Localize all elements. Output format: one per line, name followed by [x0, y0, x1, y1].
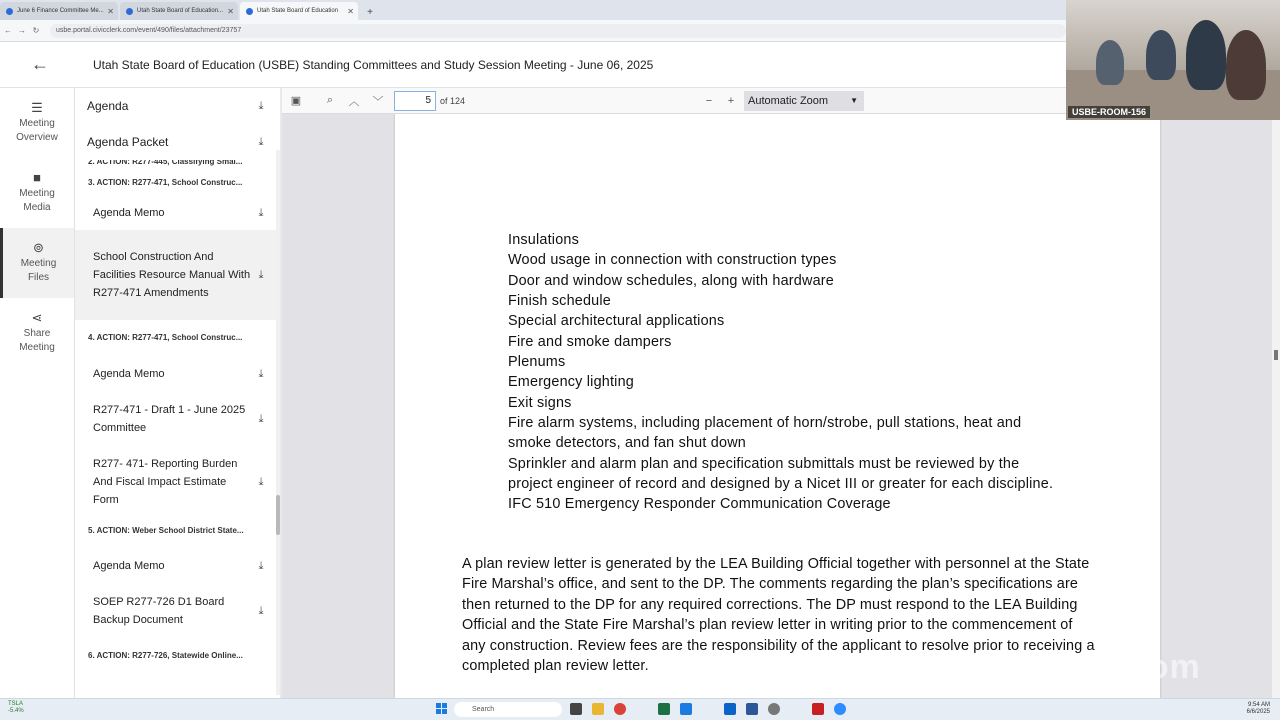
browser-tabbar	[0, 0, 1066, 20]
nav-meeting-media[interactable]: ■ Meeting Media	[19, 170, 55, 213]
stock-widget[interactable]: TSLA -5.4%	[8, 701, 24, 714]
list-item: Insulations	[508, 232, 579, 248]
video-person	[1146, 30, 1176, 80]
close-icon[interactable]: ✕	[227, 6, 234, 16]
clock[interactable]: 9:54 AM 6/6/2025	[1246, 702, 1270, 715]
pdf-toolbar	[282, 88, 1066, 114]
pdf-scroll-thumb[interactable]	[1274, 350, 1278, 360]
list-item: Wood usage in connection with construction types	[508, 252, 837, 269]
video-room-label: USBE-ROOM-156	[1068, 106, 1150, 118]
forward-arrow-icon[interactable]: →	[18, 26, 26, 35]
download-icon[interactable]: ⤓	[258, 135, 264, 148]
file-item[interactable]: Agenda Memo ⤓	[75, 196, 280, 230]
word-icon[interactable]	[746, 703, 758, 715]
download-icon[interactable]: ⤓	[258, 475, 264, 488]
download-icon[interactable]: ⤓	[258, 412, 264, 425]
browser-tab[interactable]: Utah State Board of Education... ✕	[120, 2, 238, 20]
sidebar-toggle-icon[interactable]: ▣	[290, 95, 302, 107]
tab-favicon	[246, 8, 253, 15]
nav-share-meeting[interactable]: ⋖ Share Meeting	[19, 310, 55, 353]
video-person	[1186, 20, 1226, 90]
list-item: Special architectural applications	[508, 313, 725, 330]
list-item: smoke detectors, and fan shut down	[508, 435, 746, 452]
settings-icon[interactable]	[768, 703, 780, 715]
file-item[interactable]: Agenda Memo ⤓	[75, 356, 280, 392]
section-header[interactable]: 2. ACTION: R277-445, Classifying Smal...	[88, 160, 243, 166]
list-item: Exit signs	[508, 394, 572, 411]
page-title: Utah State Board of Education (USBE) Standing Committees and Study Session Meeting - June 06, 2025	[93, 57, 654, 72]
list-item: Plenums	[508, 354, 566, 371]
pdf-paragraph: A plan review letter is generated by the LEA Building Official together with personnel at the State Fire Marshal’s office, and sent to the DP. The comments regarding the plan’s specifications are then returned to the DP for any required corrections. The DP must respond to the LEA Building Official and the State Fire Marshal’s plan review letter in writing prior to the commencement of any construction. Review fees are the responsibility of the applicant to resolve prior to receiving a completed plan review letter.	[462, 556, 1095, 675]
outlook-icon[interactable]	[724, 703, 736, 715]
file-item[interactable]: Agenda Memo ⤓	[75, 544, 280, 588]
download-icon[interactable]: ⤓	[258, 99, 264, 112]
list-item: Sprinkler and alarm plan and specification submittals must be reviewed by the	[508, 455, 1020, 472]
list-item: Fire and smoke dampers	[508, 333, 672, 350]
video-person	[1096, 40, 1124, 85]
download-icon[interactable]: ⤓	[258, 206, 264, 219]
pdf-page	[395, 114, 1160, 698]
download-icon[interactable]: ⤓	[258, 268, 264, 281]
side-nav-rail	[0, 88, 75, 698]
download-icon[interactable]: ⤓	[258, 559, 264, 572]
tab-favicon	[126, 8, 133, 15]
nav-meeting-files[interactable]: ⊚ Meeting Files	[0, 228, 74, 298]
download-icon[interactable]: ⤓	[258, 604, 264, 617]
chevron-up-icon[interactable]: ︿	[348, 95, 360, 108]
taskbar-search[interactable]: Search	[454, 702, 562, 717]
pdf-scrollbar[interactable]	[1272, 114, 1280, 698]
section-header[interactable]: 4. ACTION: R277-471, School Construc...	[88, 333, 243, 342]
back-arrow-icon[interactable]: ←	[4, 26, 12, 35]
chevron-down-icon[interactable]: ﹀	[372, 95, 384, 108]
file-list-scroll-thumb[interactable]	[276, 495, 280, 535]
zoom-app-icon[interactable]	[834, 703, 846, 715]
list-icon: ☰	[31, 100, 43, 115]
close-icon[interactable]: ✕	[347, 6, 354, 16]
list-item: Fire alarm systems, including placement of horn/strobe, pull stations, heat and	[508, 415, 1022, 432]
back-button[interactable]	[0, 54, 80, 75]
zoom-select[interactable]: Automatic Zoom ▼	[744, 91, 864, 111]
paperclip-icon: ⊚	[33, 240, 44, 255]
section-header[interactable]: 3. ACTION: R277-471, School Construc...	[88, 178, 243, 187]
file-item-agenda[interactable]: Agenda ⤓	[75, 88, 280, 124]
video-thumbnail[interactable]	[1066, 0, 1280, 120]
chrome-icon[interactable]	[614, 703, 626, 715]
chevron-down-icon: ▼	[850, 96, 858, 105]
download-icon[interactable]: ⤓	[258, 367, 264, 380]
page-count: of 124	[440, 95, 466, 106]
pdf-viewer[interactable]	[282, 114, 1272, 698]
address-bar-row	[0, 20, 1066, 42]
windows-start-icon[interactable]	[436, 703, 448, 715]
excel-icon[interactable]	[658, 703, 670, 715]
taskbar	[0, 698, 1280, 720]
section-header[interactable]: 6. ACTION: R277-726, Statewide Online...	[88, 651, 243, 660]
folder-icon[interactable]	[592, 703, 604, 715]
share-icon: ⋖	[31, 310, 43, 325]
acrobat-icon[interactable]	[812, 703, 824, 715]
new-tab-button[interactable]: +	[367, 6, 373, 18]
browser-tab[interactable]: June 6 Finance Committee Me... ✕	[0, 2, 118, 20]
close-icon[interactable]: ✕	[107, 6, 114, 16]
file-item[interactable]: R277- 471- Reporting Burden And Fiscal Impact Estimate Form ⤓	[75, 446, 280, 518]
zoom-in-icon[interactable]: +	[727, 94, 735, 107]
file-list-scrollbar[interactable]	[276, 150, 280, 695]
nav-meeting-overview[interactable]: ☰ Meeting Overview	[16, 100, 58, 143]
browser-tab-active[interactable]: Utah State Board of Education ✕	[240, 2, 358, 20]
url-input[interactable]: usbe.portal.civicclerk.com/event/490/files/attachment/23757	[50, 24, 1066, 38]
zoom-watermark: zoom	[1108, 648, 1201, 686]
video-person	[1226, 30, 1266, 100]
file-item-agenda-packet[interactable]: Agenda Packet ⤓	[75, 124, 280, 160]
file-item[interactable]: SOEP R277-726 D1 Board Backup Document ⤓	[75, 588, 280, 634]
video-icon: ■	[33, 170, 41, 185]
list-item: Emergency lighting	[508, 374, 634, 391]
app-header	[0, 42, 1066, 88]
arrow-left-icon: ←	[31, 54, 49, 74]
page-number-input[interactable]	[394, 91, 436, 111]
app-icon[interactable]	[680, 703, 692, 715]
list-item: Door and window schedules, along with hardware	[508, 272, 834, 289]
taskview-icon[interactable]	[570, 703, 582, 715]
search-icon[interactable]: ⌕	[326, 94, 334, 106]
list-item: IFC 510 Emergency Responder Communication Coverage	[508, 496, 891, 513]
zoom-out-icon[interactable]: −	[705, 94, 713, 107]
list-item: project engineer of record and designed by a Nicet III or greater for each discipline.	[508, 476, 1054, 493]
pdf-list	[508, 230, 1053, 515]
list-item: Finish schedule	[508, 293, 611, 310]
file-item[interactable]: R277-471 - Draft 1 - June 2025 Committee ⤓	[75, 392, 280, 446]
tab-favicon	[6, 8, 13, 15]
file-item-selected[interactable]: School Construction And Facilities Resource Manual With R277-471 Amendments ⤓	[75, 230, 280, 320]
reload-icon[interactable]: ↻	[32, 26, 40, 35]
section-header[interactable]: 5. ACTION: Weber School District State...	[88, 526, 244, 535]
file-list-panel	[75, 88, 280, 698]
